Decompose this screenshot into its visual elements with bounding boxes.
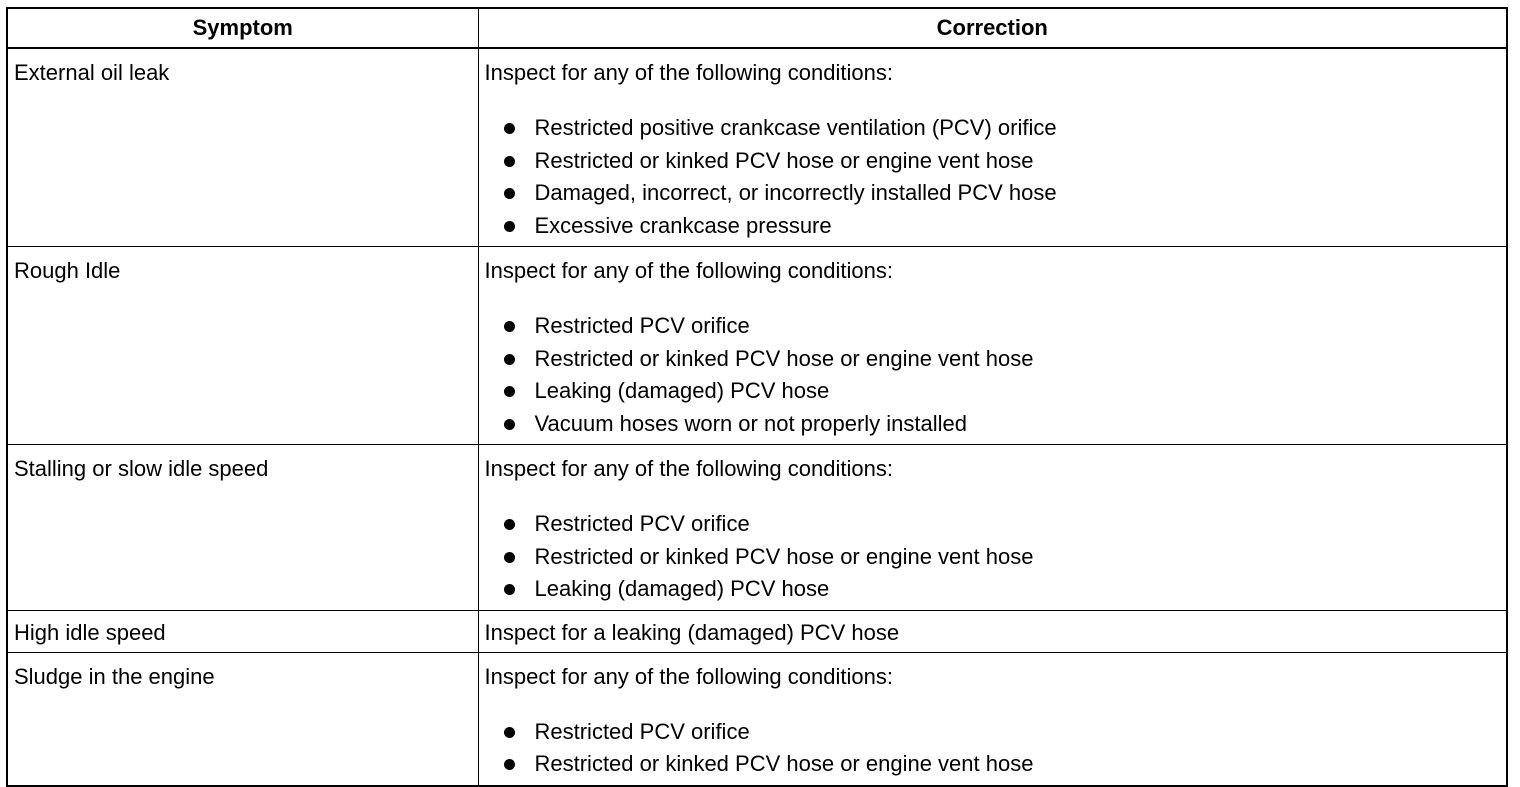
condition-text: Leaking (damaged) PCV hose: [534, 378, 830, 403]
condition-text: Leaking (damaged) PCV hose: [534, 576, 830, 601]
header-correction: Correction: [478, 8, 1507, 48]
condition-item: [501, 145, 1501, 178]
correction-intro: Inspect for any of the following conditions:: [484, 456, 893, 481]
bullet-icon: [504, 221, 515, 232]
bullet-icon: [504, 123, 515, 134]
condition-text: Restricted PCV orifice: [534, 511, 750, 536]
condition-text: Vacuum hoses worn or not properly installed: [534, 410, 967, 436]
bullet-icon: [504, 552, 515, 563]
condition-item: [501, 112, 1501, 145]
table-row: [7, 652, 1507, 786]
condition-list: [485, 112, 1501, 242]
condition-text: Damaged, incorrect, or incorrectly installed PCV hose: [534, 180, 1057, 205]
table-row: [7, 445, 1507, 611]
condition-item: [501, 748, 1501, 781]
bullet-icon: [504, 188, 515, 199]
bullet-icon: [504, 156, 515, 167]
table-row: [7, 48, 1507, 247]
correction-intro: Inspect for any of the following conditions:: [484, 258, 893, 283]
condition-text: Restricted or kinked PCV hose or engine vent hose: [534, 751, 1034, 776]
condition-item: [501, 177, 1501, 210]
condition-item: [501, 343, 1501, 376]
condition-text: Restricted PCV orifice: [534, 313, 750, 338]
condition-text: Excessive crankcase pressure: [534, 212, 832, 238]
condition-item: [501, 573, 1501, 606]
correction-cell: [478, 247, 1507, 445]
condition-item: [501, 541, 1501, 574]
symptom-cell: High idle speed: [7, 610, 478, 652]
table-body: [7, 48, 1507, 786]
table-row: [7, 247, 1507, 445]
bullet-icon: [504, 321, 515, 332]
bullet-icon: [504, 386, 515, 397]
symptom-cell: Rough Idle: [7, 247, 478, 445]
correction-cell: [478, 610, 1507, 652]
condition-text: Restricted or kinked PCV hose or engine vent hose: [534, 147, 1034, 173]
condition-list: [485, 310, 1501, 440]
bullet-icon: [504, 519, 515, 530]
header-row: [7, 8, 1507, 48]
document-page: [6, 7, 1506, 787]
condition-item: [501, 508, 1501, 541]
header-symptom: Symptom: [7, 8, 478, 48]
bullet-icon: [504, 727, 515, 738]
condition-text: Restricted PCV orifice: [534, 718, 750, 744]
correction-intro: Inspect for any of the following conditions:: [484, 60, 893, 85]
bullet-icon: [504, 759, 515, 770]
condition-text: Restricted or kinked PCV hose or engine vent hose: [534, 543, 1034, 569]
bullet-icon: [504, 584, 515, 595]
condition-item: [501, 375, 1501, 408]
symptom-cell: Sludge in the engine: [7, 652, 478, 786]
symptom-cell: Stalling or slow idle speed: [7, 445, 478, 611]
condition-list: [485, 716, 1501, 781]
bullet-icon: [504, 419, 515, 430]
correction-cell: [478, 48, 1507, 247]
condition-item: [501, 408, 1501, 441]
condition-text: Restricted positive crankcase ventilation (PCV) orifice: [534, 115, 1057, 140]
condition-text: Restricted or kinked PCV hose or engine vent hose: [534, 345, 1034, 371]
condition-item: [501, 716, 1501, 749]
symptom-cell: External oil leak: [7, 48, 478, 247]
bullet-icon: [504, 354, 515, 365]
correction-cell: [478, 445, 1507, 611]
table-header: [7, 8, 1507, 48]
correction-intro: Inspect for any of the following conditions:: [484, 663, 893, 689]
correction-intro: Inspect for a leaking (damaged) PCV hose: [484, 619, 900, 645]
table-row: [7, 610, 1507, 652]
correction-cell: [478, 652, 1507, 786]
condition-item: [501, 210, 1501, 243]
condition-list: [485, 508, 1501, 606]
symptom-correction-table: [6, 7, 1508, 787]
condition-item: [501, 310, 1501, 343]
